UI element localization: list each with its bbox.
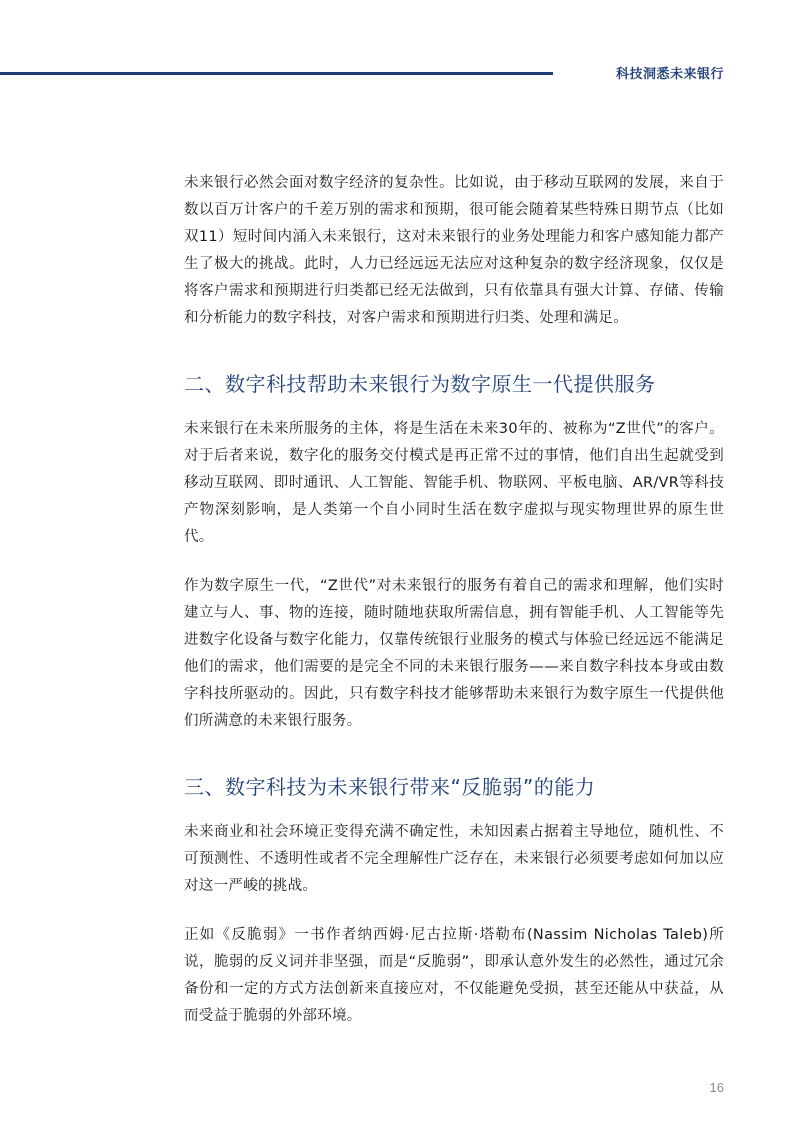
paragraph-complexity: 未来银行必然会面对数字经济的复杂性。比如说，由于移动互联网的发展，来自于数以百万计客户的千差万别的需求和预期，很可能会随着某些特殊日期节点（比如双11）短时间内涌入未来银行，这对未来银行的业务处理能力和客户感知能力都产生了极大的挑战。此时，人力已经远远无法应对这种复杂的数字经济现象，仅仅是将客户需求和预期进行归类都已经无法做到，只有依靠具有强大计算、存储、传输和分析能力的数字科技，对客户需求和预期进行归类、处理和满足。 <box>184 175 724 326</box>
running-header-title: 科技洞悉未来银行 <box>615 67 724 82</box>
paragraph-taleb: 正如《反脆弱》一书作者纳西姆·尼古拉斯·塔勒布(Nassim Nicholas Taleb)所说，脆弱的反义词并非坚强，而是“反脆弱”，即承认意外发生的必然性，通过冗余备份和一定的方式方法创新来直接应对，不仅能避免受损，甚至还能从中获益，从而受益于脆弱的外部环境。 <box>184 927 724 1024</box>
section-heading-digital-native: 二、数字科技帮助未来银行为数字原生一代提供服务 <box>184 372 656 396</box>
page-content <box>184 170 724 1030</box>
paragraph-uncertainty: 未来商业和社会环境正变得充满不确定性，未知因素占据着主导地位，随机性、不可预测性、不透明性或者不完全理解性广泛存在，未来银行必须要考虑如何加以应对这一严峻的挑战。 <box>184 824 724 894</box>
paragraph-gen-z: 未来银行在未来所服务的主体，将是生活在未来30年的、被称为“Z世代”的客户。对于后者来说，数字化的服务交付模式是再正常不过的事情，他们自出生起就受到移动互联网、即时通讯、人工智能、智能手机、物联网、平板电脑、AR/VR等科技产物深刻影响，是人类第一个自小同时生活在数字虚拟与现实物理世界的原生世代。 <box>184 421 724 545</box>
page-number: 16 <box>709 1080 724 1095</box>
header-rule <box>0 72 553 75</box>
paragraph-digital-native-needs: 作为数字原生一代，“Z世代”对未来银行的服务有着自己的需求和理解，他们实时建立与人、事、物的连接，随时随地获取所需信息，拥有智能手机、人工智能等先进数字化设备与数字化能力，仅靠传统银行业服务的模式与体验已经远远不能满足他们的需求，他们需要的是完全不同的未来银行服务——来自数字科技本身或由数字科技所驱动的。因此，只有数字科技才能够帮助未来银行为数字原生一代提供他们所满意的未来银行服务。 <box>184 578 724 729</box>
section-heading-antifragile: 三、数字科技为未来银行带来“反脆弱”的能力 <box>184 775 596 799</box>
